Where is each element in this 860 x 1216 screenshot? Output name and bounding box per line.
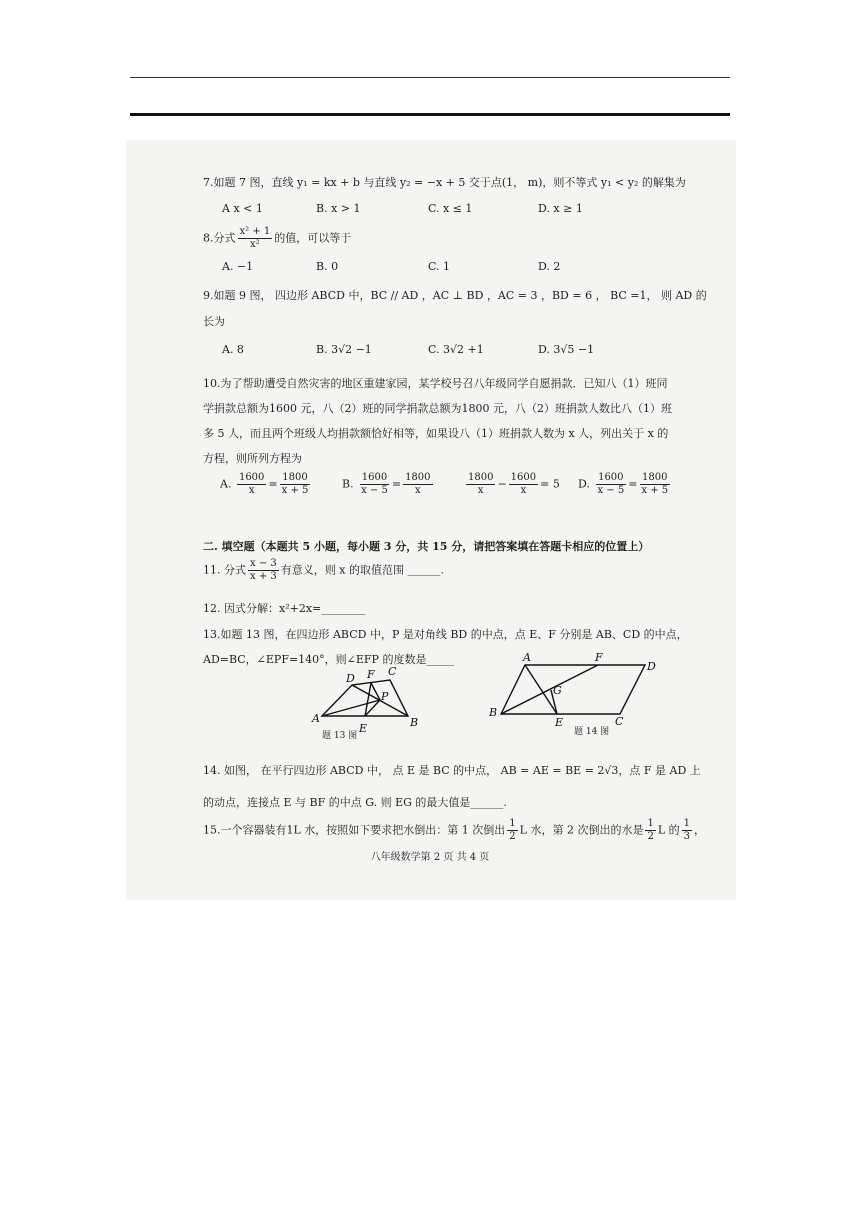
q10-b-label: B. [342, 477, 354, 491]
q10-b-n1: 1600 [361, 472, 388, 483]
q7-option-a: A x < 1 [222, 202, 263, 215]
q10-b-d2: x [414, 485, 421, 496]
q12: 12. 因式分解：x²+2x=________ [203, 602, 366, 615]
q10-d-frac-2 [639, 472, 670, 497]
fig13-label-a: A [312, 712, 320, 725]
q10-a-n1: 1600 [238, 472, 265, 483]
fig14-label-g: G [553, 684, 562, 697]
q13-line-2: AD=BC，∠EPF=140°，则∠EFP 的度数是_____ [203, 653, 454, 666]
fig14-label-c: C [615, 715, 624, 728]
q10-b-frac-2 [403, 472, 432, 497]
q11-post: 有意义，则 x 的取值范围 ______. [280, 563, 444, 577]
q13-line-1: 13.如题 13 图，在四边形 ABCD 中，P 是对角线 BD 的中点，点 E、F 分别是 AB、CD 的中点， [203, 628, 688, 641]
q15-frac-1 [507, 818, 517, 843]
q10-d-label: D. [578, 477, 590, 491]
q15-f1-den: 2 [509, 831, 516, 842]
q15-f1-num: 1 [509, 818, 516, 829]
q8-option-c: C. 1 [428, 260, 451, 273]
q11-num: x − 3 [250, 558, 277, 569]
q10-a-d2: x + 5 [281, 485, 309, 496]
q9-stem: 9.如题 9 图， 四边形 ABCD 中，BC // AD ，AC ⊥ BD ，AC = 3 ，BD = 6 ， BC =1， 则 AD 的 [203, 289, 707, 302]
fig14-caption: 题 14 图 [574, 727, 610, 737]
q15-end: ， [694, 823, 706, 837]
q14-line-2: 的动点，连接点 E 与 BF 的中点 G. 则 EG 的最大值是______. [203, 796, 507, 809]
q10-option-b [342, 472, 435, 497]
q10-a-n2: 1800 [282, 472, 308, 483]
q15-f3-den: 3 [683, 831, 691, 842]
q15-pre: 15.一个容器装有1L 水，按照如下要求把水倒出：第 1 次倒出 [203, 823, 506, 837]
q9-option-d: D. 3√5 −1 [538, 343, 595, 356]
fig14-seg-bf [501, 665, 598, 714]
fig14-label-b: B [489, 706, 498, 719]
q8-num: x² + 1 [239, 226, 271, 237]
q10-d-n1: 1600 [598, 472, 624, 483]
q8-option-a: A. −1 [222, 260, 254, 273]
fig13-quad [322, 680, 408, 716]
q10-c-d1: x [477, 485, 484, 496]
q11-den: x + 3 [250, 571, 277, 582]
q8-option-d: D. 2 [538, 260, 561, 273]
q10-d-frac-1 [595, 472, 626, 497]
q10-b-d1: x − 5 [361, 485, 388, 496]
q9-option-c: C. 3√2 +1 [428, 343, 484, 356]
fig13-caption: 题 13 图 [322, 731, 358, 741]
q10-a-d1: x [248, 485, 255, 496]
q10-c-frac-2 [509, 472, 538, 497]
q7-option-b: B. x > 1 [316, 202, 361, 215]
fig13-label-e: E [359, 722, 368, 735]
q11-fraction [248, 558, 279, 583]
q8-pre: 8.分式 [203, 231, 236, 245]
q8-stem [203, 226, 351, 251]
fig14-parallelogram [501, 665, 645, 714]
q8-post: 的值，可以等于 [274, 231, 352, 245]
q8-den: x² [250, 239, 260, 250]
q10-d-d2: x + 5 [641, 485, 669, 496]
q8-option-b: B. 0 [316, 260, 339, 273]
page-footer: 八年级数学第 2 页 共 4 页 [370, 852, 490, 863]
fig13-label-f: F [367, 668, 375, 681]
q15-f2-num: 1 [647, 818, 654, 829]
q10-c-frac-1 [466, 472, 495, 497]
q15-frac-2 [645, 818, 655, 843]
fig14-label-a: A [523, 651, 531, 664]
q10-option-d [578, 472, 672, 497]
q7-option-c: C. x ≤ 1 [428, 202, 473, 215]
q10-a-frac-2 [280, 472, 311, 497]
q10-line-1: 10.为了帮助遭受自然灾害的地区重建家园，某学校号召八年级同学自愿捐款．已知八（1）班同 [203, 377, 668, 390]
q11 [203, 558, 444, 583]
q10-c-eq: = 5 [540, 477, 560, 491]
fig13-label-c: C [388, 665, 397, 678]
fig13-label-p: P [381, 690, 389, 703]
q10-b-n2: 1800 [405, 472, 431, 483]
q7-stem: 7.如题 7 图，直线 y₁ = kx + b 与直线 y₂ = −x + 5 交于点(1， m)，则不等式 y₁ < y₂ 的解集为 [203, 176, 686, 189]
header-rule-thick [130, 113, 730, 116]
q9-option-a: A. 8 [222, 343, 244, 356]
q10-a-label: A. [220, 477, 232, 491]
q10-line-4: 方程，则所列方程为 [203, 452, 302, 465]
fig14-label-e: E [555, 716, 564, 729]
q11-pre: 11. 分式 [203, 563, 246, 577]
q15-f3-num: 1 [683, 818, 691, 829]
q15 [203, 818, 705, 843]
q10-a-eq: = [268, 477, 278, 491]
q10-option-a [220, 472, 312, 497]
q9-option-b: B. 3√2 −1 [316, 343, 372, 356]
q10-c-n1: 1800 [468, 472, 494, 483]
q7-option-d: D. x ≥ 1 [538, 202, 583, 215]
scanned-page [126, 140, 736, 900]
header-rule-thin [130, 77, 730, 78]
q10-option-c [464, 472, 560, 497]
section-2-heading: 二. 填空题（本题共 5 小题，每小题 3 分，共 15 分，请把答案填在答题卡相应的位置上） [203, 540, 650, 553]
q15-mid2: L 的 [657, 823, 680, 837]
fig14-label-f: F [595, 651, 603, 664]
q10-c-n2: 1600 [510, 472, 537, 483]
q8-fraction [238, 226, 273, 251]
q10-a-frac-1 [237, 472, 266, 497]
q15-mid: L 水，第 2 次倒出的水是 [519, 823, 644, 837]
fig13-label-b: B [410, 716, 419, 729]
q10-d-eq: = [628, 477, 638, 491]
q9-stem-2: 长为 [203, 315, 225, 328]
q10-b-eq: = [391, 477, 402, 491]
q14-line-1: 14. 如图， 在平行四边形 ABCD 中， 点 E 是 BC 的中点， AB = AE = BE = 2√3，点 F 是 AD 上 [203, 764, 701, 777]
q10-line-2: 学捐款总额为1600 元，八（2）班的同学捐款总额为1800 元，八（2）班捐款人数比八（1）班 [203, 402, 672, 415]
figure-14 [485, 650, 660, 730]
q10-c-op: − [497, 477, 507, 491]
q10-b-frac-1 [359, 472, 390, 497]
q15-frac-3 [682, 818, 692, 843]
q10-d-n2: 1800 [642, 472, 668, 483]
q10-line-3: 多 5 人，而且两个班级人均捐款额恰好相等，如果设八（1）班捐款人数为 x 人，列出关于 x 的 [203, 427, 669, 440]
q10-d-d1: x − 5 [597, 485, 625, 496]
q10-c-d2: x [520, 485, 527, 496]
q15-f2-den: 2 [647, 831, 654, 842]
fig14-label-d: D [647, 660, 656, 673]
fig13-label-d: D [346, 672, 355, 685]
